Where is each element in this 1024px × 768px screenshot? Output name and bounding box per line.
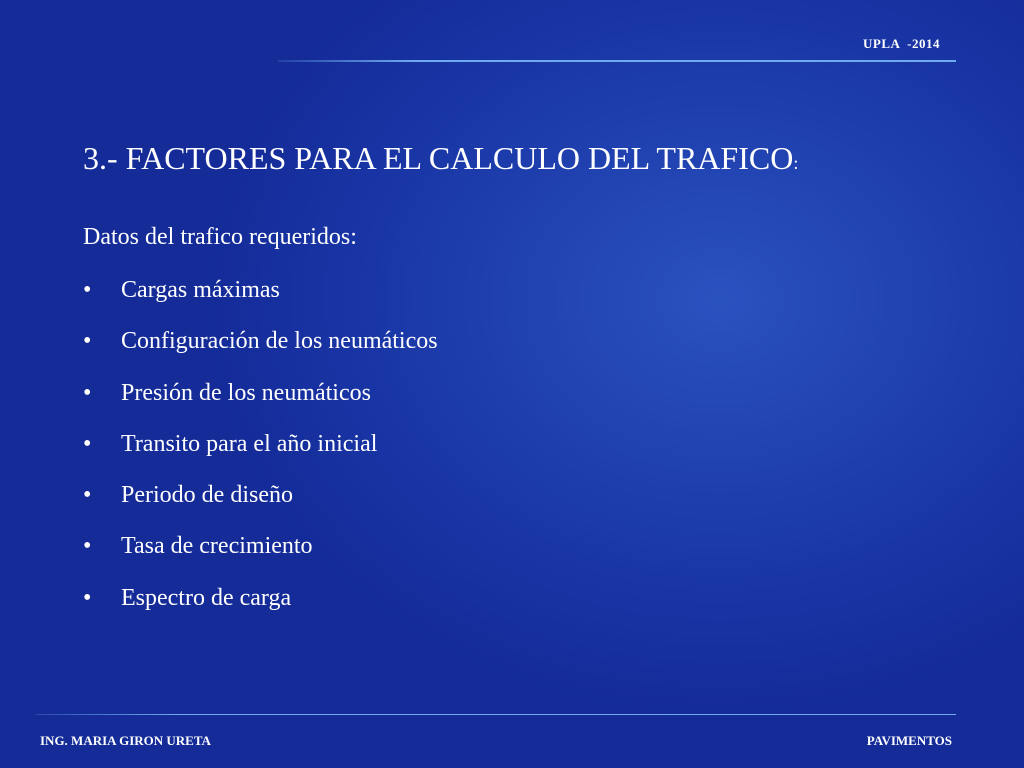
bullet-icon: • (83, 379, 92, 406)
slide-title-colon: : (793, 153, 799, 173)
list-item-label: Periodo de diseño (121, 482, 293, 509)
list-item (83, 371, 438, 422)
list-item (83, 524, 438, 575)
list-item (83, 473, 438, 524)
list-item (83, 422, 438, 473)
header-divider (278, 60, 956, 62)
list-item-label: Configuración de los neumáticos (121, 328, 438, 355)
list-item-label: Espectro de carga (121, 584, 292, 611)
bullet-list (83, 268, 438, 627)
footer-divider (36, 714, 956, 715)
list-item-label: Tasa de crecimiento (121, 533, 313, 560)
bullet-icon: • (83, 430, 92, 457)
header-label: UPLA -2014 (863, 36, 940, 51)
bullet-icon: • (83, 533, 92, 560)
list-item-label: Transito para el año inicial (121, 430, 378, 457)
intro-text: Datos del trafico requeridos: (83, 224, 357, 250)
bullet-icon: • (83, 328, 92, 355)
bullet-icon: • (83, 277, 92, 303)
list-item-label: Presión de los neumáticos (121, 379, 371, 406)
footer-author: ING. MARIA GIRON URETA (40, 733, 211, 748)
slide-title (83, 140, 798, 177)
list-item (83, 268, 438, 319)
slide-title-text: 3.- FACTORES PARA EL CALCULO DEL TRAFICO (83, 140, 794, 176)
footer-course: PAVIMENTOS (866, 733, 952, 748)
list-item-label: Cargas máximas (121, 277, 280, 303)
bullet-icon: • (83, 584, 92, 611)
bullet-icon: • (83, 482, 92, 509)
list-item (83, 576, 438, 627)
list-item (83, 319, 438, 370)
